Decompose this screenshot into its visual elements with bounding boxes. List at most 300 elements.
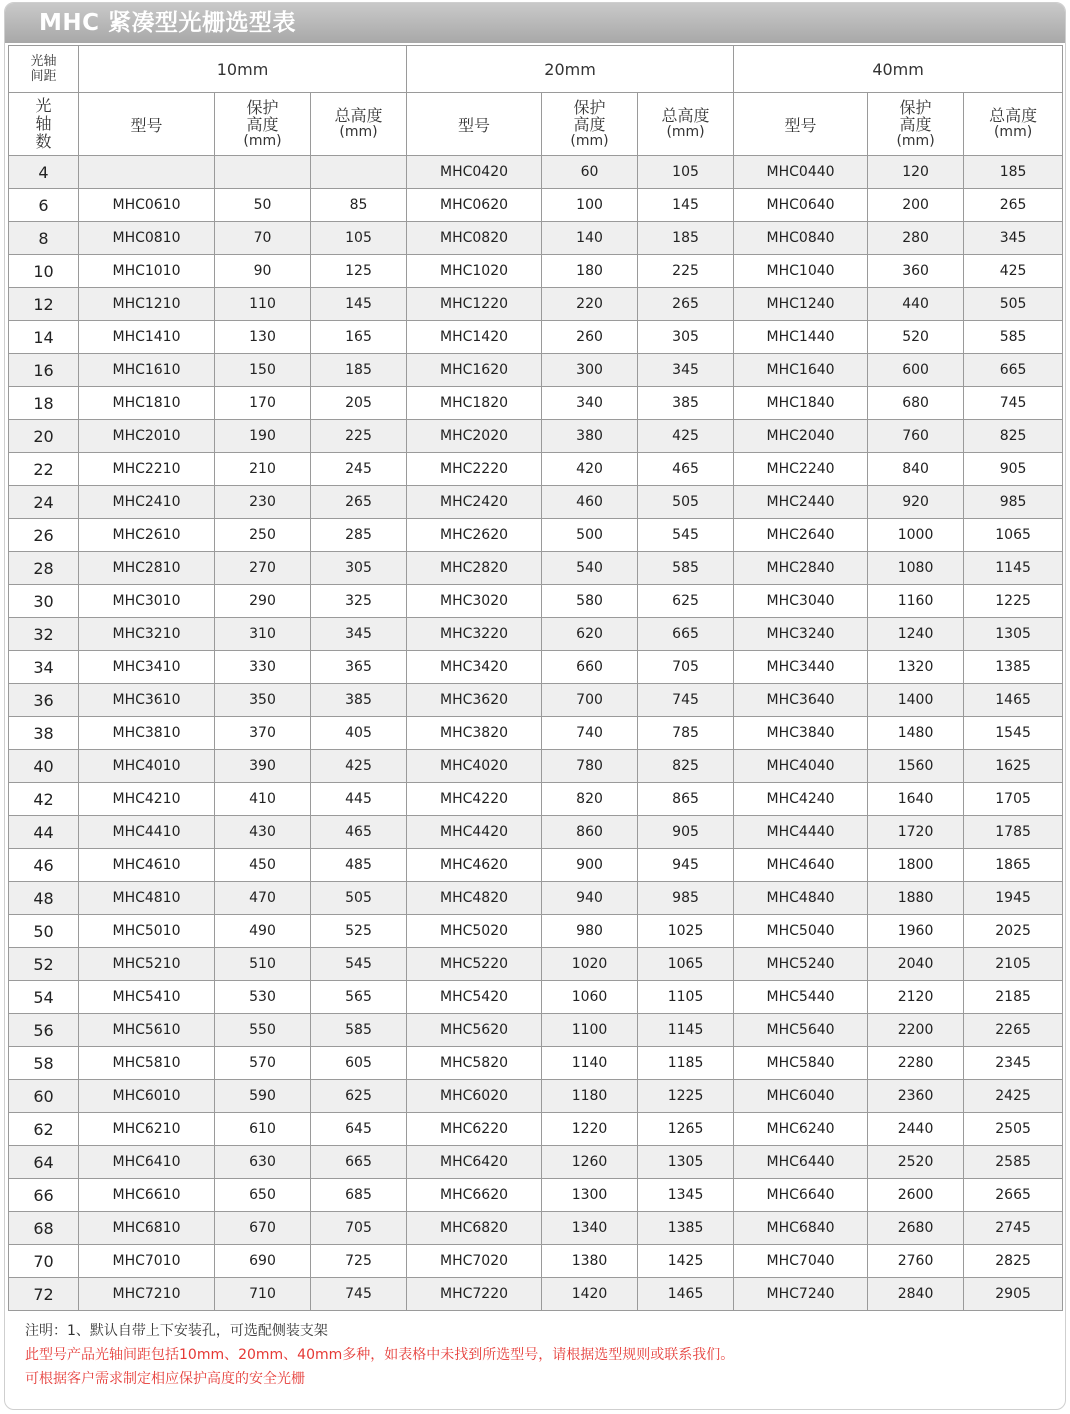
- cell-protect-height-10mm: 110: [215, 288, 311, 321]
- cell-model-40mm: MHC1440: [734, 321, 868, 354]
- cell-total-height-20mm: 705: [638, 651, 734, 684]
- cell-axis-count: 24: [9, 486, 79, 519]
- cell-total-height-40mm: 505: [964, 288, 1063, 321]
- selection-table: [8, 45, 1063, 1311]
- cell-total-height-40mm: 2025: [964, 915, 1063, 948]
- note-spacing: 此型号产品光轴间距包括10mm、20mm、40mm多种，如表格中未找到所选型号，请根据选型规则或联系我们。: [25, 1347, 735, 1363]
- cell-axis-count: 58: [9, 1047, 79, 1080]
- cell-total-height-10mm: 745: [311, 1278, 407, 1311]
- table-row: [9, 750, 1063, 783]
- cell-model-20mm: MHC1820: [407, 387, 542, 420]
- table-row: [9, 981, 1063, 1014]
- cell-axis-count: 44: [9, 816, 79, 849]
- cell-model-20mm: MHC2420: [407, 486, 542, 519]
- axis-count-label: 光 轴 数: [9, 93, 79, 156]
- table-row: [9, 288, 1063, 321]
- cell-model-10mm: MHC2210: [79, 453, 215, 486]
- cell-total-height-20mm: 905: [638, 816, 734, 849]
- cell-model-10mm: MHC4410: [79, 816, 215, 849]
- cell-protect-height-40mm: 1080: [868, 552, 964, 585]
- header-row-columns: [9, 93, 1063, 156]
- cell-protect-height-10mm: 510: [215, 948, 311, 981]
- cell-model-10mm: MHC3410: [79, 651, 215, 684]
- cell-model-10mm: MHC1610: [79, 354, 215, 387]
- cell-model-10mm: MHC6810: [79, 1212, 215, 1245]
- cell-protect-height-20mm: 620: [542, 618, 638, 651]
- cell-protect-height-40mm: 2200: [868, 1014, 964, 1047]
- cell-axis-count: 20: [9, 420, 79, 453]
- cell-total-height-40mm: 1705: [964, 783, 1063, 816]
- cell-total-height-20mm: 425: [638, 420, 734, 453]
- cell-axis-count: 54: [9, 981, 79, 1014]
- cell-total-height-40mm: 1465: [964, 684, 1063, 717]
- cell-model-20mm: MHC3620: [407, 684, 542, 717]
- cell-model-10mm: MHC3210: [79, 618, 215, 651]
- cell-model-40mm: MHC1640: [734, 354, 868, 387]
- cell-total-height-10mm: 645: [311, 1113, 407, 1146]
- cell-protect-height-20mm: 1380: [542, 1245, 638, 1278]
- table-row: [9, 552, 1063, 585]
- cell-total-height-20mm: 225: [638, 255, 734, 288]
- cell-total-height-40mm: 2505: [964, 1113, 1063, 1146]
- cell-model-20mm: MHC7020: [407, 1245, 542, 1278]
- cell-protect-height-20mm: 1220: [542, 1113, 638, 1146]
- cell-axis-count: 32: [9, 618, 79, 651]
- cell-protect-height-20mm: 220: [542, 288, 638, 321]
- table-row: [9, 1146, 1063, 1179]
- cell-total-height-10mm: 305: [311, 552, 407, 585]
- cell-protect-height-20mm: 100: [542, 189, 638, 222]
- cell-model-10mm: MHC5810: [79, 1047, 215, 1080]
- cell-model-40mm: MHC4840: [734, 882, 868, 915]
- cell-total-height-40mm: 2185: [964, 981, 1063, 1014]
- cell-protect-height-10mm: 310: [215, 618, 311, 651]
- cell-model-10mm: MHC6210: [79, 1113, 215, 1146]
- table-row: [9, 684, 1063, 717]
- cell-protect-height-20mm: 700: [542, 684, 638, 717]
- cell-total-height-10mm: 425: [311, 750, 407, 783]
- cell-total-height-10mm: 585: [311, 1014, 407, 1047]
- cell-total-height-10mm: 605: [311, 1047, 407, 1080]
- cell-total-height-10mm: 405: [311, 717, 407, 750]
- cell-axis-count: 70: [9, 1245, 79, 1278]
- cell-total-height-40mm: 2105: [964, 948, 1063, 981]
- table-row: [9, 156, 1063, 189]
- table-row: [9, 618, 1063, 651]
- cell-model-10mm: MHC3810: [79, 717, 215, 750]
- cell-model-20mm: MHC2020: [407, 420, 542, 453]
- cell-total-height-40mm: 2265: [964, 1014, 1063, 1047]
- cell-protect-height-20mm: 1100: [542, 1014, 638, 1047]
- cell-model-40mm: MHC5840: [734, 1047, 868, 1080]
- cell-axis-count: 38: [9, 717, 79, 750]
- selection-sheet: [4, 2, 1066, 1410]
- cell-model-20mm: MHC5820: [407, 1047, 542, 1080]
- cell-axis-count: 66: [9, 1179, 79, 1212]
- cell-protect-height-40mm: 1720: [868, 816, 964, 849]
- cell-total-height-20mm: 1105: [638, 981, 734, 1014]
- cell-protect-height-20mm: 1420: [542, 1278, 638, 1311]
- cell-model-40mm: MHC7040: [734, 1245, 868, 1278]
- cell-protect-height-20mm: 1180: [542, 1080, 638, 1113]
- cell-total-height-10mm: 385: [311, 684, 407, 717]
- table-row: [9, 783, 1063, 816]
- table-header: [9, 46, 1063, 156]
- cell-model-10mm: MHC7210: [79, 1278, 215, 1311]
- cell-total-height-10mm: 265: [311, 486, 407, 519]
- cell-total-height-40mm: 2905: [964, 1278, 1063, 1311]
- cell-model-20mm: MHC4620: [407, 849, 542, 882]
- cell-model-20mm: MHC6420: [407, 1146, 542, 1179]
- cell-total-height-40mm: 665: [964, 354, 1063, 387]
- cell-total-height-20mm: 265: [638, 288, 734, 321]
- cell-protect-height-10mm: 410: [215, 783, 311, 816]
- cell-axis-count: 40: [9, 750, 79, 783]
- cell-model-40mm: MHC5440: [734, 981, 868, 1014]
- table-row: [9, 486, 1063, 519]
- cell-protect-height-20mm: 180: [542, 255, 638, 288]
- cell-total-height-20mm: 465: [638, 453, 734, 486]
- total-height-header: 总高度 (mm): [964, 93, 1063, 156]
- cell-protect-height-10mm: [215, 156, 311, 189]
- cell-model-10mm: MHC3610: [79, 684, 215, 717]
- cell-protect-height-10mm: 590: [215, 1080, 311, 1113]
- cell-total-height-20mm: 305: [638, 321, 734, 354]
- cell-total-height-10mm: 705: [311, 1212, 407, 1245]
- cell-protect-height-20mm: 340: [542, 387, 638, 420]
- cell-total-height-10mm: 165: [311, 321, 407, 354]
- cell-protect-height-20mm: 300: [542, 354, 638, 387]
- cell-protect-height-40mm: 2760: [868, 1245, 964, 1278]
- cell-model-20mm: MHC6620: [407, 1179, 542, 1212]
- cell-total-height-40mm: 1305: [964, 618, 1063, 651]
- cell-total-height-40mm: 745: [964, 387, 1063, 420]
- cell-total-height-20mm: 985: [638, 882, 734, 915]
- cell-protect-height-40mm: 1880: [868, 882, 964, 915]
- cell-total-height-40mm: 1865: [964, 849, 1063, 882]
- cell-protect-height-10mm: 450: [215, 849, 311, 882]
- table-row: [9, 816, 1063, 849]
- cell-protect-height-20mm: 1060: [542, 981, 638, 1014]
- cell-total-height-40mm: 185: [964, 156, 1063, 189]
- cell-model-40mm: MHC5040: [734, 915, 868, 948]
- spacing-label: 光轴 间距: [9, 46, 79, 93]
- cell-model-20mm: MHC0820: [407, 222, 542, 255]
- cell-model-10mm: MHC5410: [79, 981, 215, 1014]
- cell-model-40mm: MHC2240: [734, 453, 868, 486]
- cell-total-height-20mm: 385: [638, 387, 734, 420]
- cell-total-height-10mm: 685: [311, 1179, 407, 1212]
- cell-total-height-20mm: 1425: [638, 1245, 734, 1278]
- cell-total-height-20mm: 1145: [638, 1014, 734, 1047]
- table-row: [9, 420, 1063, 453]
- cell-protect-height-40mm: 920: [868, 486, 964, 519]
- cell-axis-count: 12: [9, 288, 79, 321]
- cell-model-20mm: MHC5620: [407, 1014, 542, 1047]
- cell-model-10mm: MHC2610: [79, 519, 215, 552]
- cell-model-40mm: MHC1840: [734, 387, 868, 420]
- cell-total-height-20mm: 505: [638, 486, 734, 519]
- cell-protect-height-40mm: 2440: [868, 1113, 964, 1146]
- cell-total-height-40mm: 345: [964, 222, 1063, 255]
- cell-protect-height-40mm: 680: [868, 387, 964, 420]
- cell-protect-height-40mm: 1400: [868, 684, 964, 717]
- cell-protect-height-40mm: 2280: [868, 1047, 964, 1080]
- cell-total-height-10mm: 505: [311, 882, 407, 915]
- cell-model-10mm: MHC5610: [79, 1014, 215, 1047]
- group-20mm: 20mm: [407, 46, 734, 93]
- cell-total-height-20mm: 1065: [638, 948, 734, 981]
- cell-protect-height-10mm: 470: [215, 882, 311, 915]
- cell-axis-count: 28: [9, 552, 79, 585]
- cell-protect-height-10mm: 250: [215, 519, 311, 552]
- cell-total-height-10mm: 525: [311, 915, 407, 948]
- cell-total-height-40mm: 2745: [964, 1212, 1063, 1245]
- table-row: [9, 717, 1063, 750]
- cell-axis-count: 30: [9, 585, 79, 618]
- cell-protect-height-10mm: 90: [215, 255, 311, 288]
- cell-axis-count: 36: [9, 684, 79, 717]
- cell-axis-count: 62: [9, 1113, 79, 1146]
- cell-model-20mm: MHC6020: [407, 1080, 542, 1113]
- cell-protect-height-10mm: 230: [215, 486, 311, 519]
- cell-total-height-10mm: 185: [311, 354, 407, 387]
- cell-protect-height-40mm: 2680: [868, 1212, 964, 1245]
- cell-total-height-10mm: 365: [311, 651, 407, 684]
- cell-protect-height-10mm: 710: [215, 1278, 311, 1311]
- cell-axis-count: 68: [9, 1212, 79, 1245]
- table-row: [9, 1278, 1063, 1311]
- cell-total-height-40mm: 1545: [964, 717, 1063, 750]
- cell-model-20mm: MHC1420: [407, 321, 542, 354]
- cell-protect-height-20mm: 260: [542, 321, 638, 354]
- cell-protect-height-20mm: 380: [542, 420, 638, 453]
- cell-model-10mm: MHC5010: [79, 915, 215, 948]
- cell-model-40mm: MHC4640: [734, 849, 868, 882]
- cell-protect-height-20mm: 780: [542, 750, 638, 783]
- cell-axis-count: 42: [9, 783, 79, 816]
- cell-protect-height-10mm: 630: [215, 1146, 311, 1179]
- cell-total-height-10mm: 205: [311, 387, 407, 420]
- cell-axis-count: 18: [9, 387, 79, 420]
- cell-model-40mm: MHC2440: [734, 486, 868, 519]
- cell-model-20mm: MHC1220: [407, 288, 542, 321]
- cell-total-height-40mm: 265: [964, 189, 1063, 222]
- cell-model-20mm: MHC0620: [407, 189, 542, 222]
- cell-total-height-10mm: 145: [311, 288, 407, 321]
- cell-protect-height-10mm: 390: [215, 750, 311, 783]
- cell-protect-height-20mm: 540: [542, 552, 638, 585]
- cell-protect-height-10mm: 690: [215, 1245, 311, 1278]
- cell-protect-height-10mm: 370: [215, 717, 311, 750]
- cell-total-height-20mm: 1305: [638, 1146, 734, 1179]
- cell-model-10mm: MHC6610: [79, 1179, 215, 1212]
- cell-model-10mm: MHC2810: [79, 552, 215, 585]
- cell-model-40mm: MHC3640: [734, 684, 868, 717]
- table-row: [9, 519, 1063, 552]
- cell-axis-count: 8: [9, 222, 79, 255]
- cell-protect-height-40mm: 2040: [868, 948, 964, 981]
- group-40mm: 40mm: [734, 46, 1063, 93]
- table-row: [9, 849, 1063, 882]
- cell-protect-height-10mm: 570: [215, 1047, 311, 1080]
- cell-protect-height-40mm: 2520: [868, 1146, 964, 1179]
- cell-model-20mm: MHC5420: [407, 981, 542, 1014]
- cell-total-height-40mm: 1145: [964, 552, 1063, 585]
- cell-protect-height-40mm: 760: [868, 420, 964, 453]
- cell-model-10mm: MHC6010: [79, 1080, 215, 1113]
- cell-model-20mm: MHC4820: [407, 882, 542, 915]
- cell-protect-height-10mm: 430: [215, 816, 311, 849]
- cell-total-height-10mm: 285: [311, 519, 407, 552]
- table-row: [9, 1014, 1063, 1047]
- cell-total-height-20mm: 785: [638, 717, 734, 750]
- cell-protect-height-20mm: 1300: [542, 1179, 638, 1212]
- cell-protect-height-40mm: 120: [868, 156, 964, 189]
- cell-protect-height-40mm: 520: [868, 321, 964, 354]
- cell-protect-height-40mm: 840: [868, 453, 964, 486]
- cell-axis-count: 22: [9, 453, 79, 486]
- cell-total-height-10mm: 485: [311, 849, 407, 882]
- cell-axis-count: 34: [9, 651, 79, 684]
- cell-protect-height-10mm: 150: [215, 354, 311, 387]
- cell-total-height-20mm: 145: [638, 189, 734, 222]
- cell-axis-count: 60: [9, 1080, 79, 1113]
- cell-protect-height-20mm: 660: [542, 651, 638, 684]
- cell-model-20mm: MHC3220: [407, 618, 542, 651]
- cell-protect-height-40mm: 2600: [868, 1179, 964, 1212]
- cell-total-height-20mm: 865: [638, 783, 734, 816]
- cell-total-height-20mm: 545: [638, 519, 734, 552]
- cell-axis-count: 46: [9, 849, 79, 882]
- protect-height-header: 保护 高度 (mm): [542, 93, 638, 156]
- cell-protect-height-20mm: 860: [542, 816, 638, 849]
- cell-axis-count: 64: [9, 1146, 79, 1179]
- cell-protect-height-10mm: 50: [215, 189, 311, 222]
- cell-total-height-40mm: 825: [964, 420, 1063, 453]
- table-row: [9, 915, 1063, 948]
- cell-total-height-20mm: 105: [638, 156, 734, 189]
- cell-model-40mm: MHC2040: [734, 420, 868, 453]
- cell-protect-height-40mm: 1480: [868, 717, 964, 750]
- cell-total-height-20mm: 1385: [638, 1212, 734, 1245]
- cell-protect-height-10mm: 290: [215, 585, 311, 618]
- cell-total-height-40mm: 2585: [964, 1146, 1063, 1179]
- cell-axis-count: 48: [9, 882, 79, 915]
- cell-total-height-10mm: 345: [311, 618, 407, 651]
- cell-protect-height-10mm: 490: [215, 915, 311, 948]
- cell-total-height-10mm: 545: [311, 948, 407, 981]
- cell-model-40mm: MHC3040: [734, 585, 868, 618]
- table-row: [9, 948, 1063, 981]
- cell-model-40mm: MHC1040: [734, 255, 868, 288]
- cell-model-40mm: MHC4240: [734, 783, 868, 816]
- cell-model-10mm: [79, 156, 215, 189]
- cell-model-40mm: MHC6840: [734, 1212, 868, 1245]
- cell-model-20mm: MHC2220: [407, 453, 542, 486]
- cell-protect-height-40mm: 1640: [868, 783, 964, 816]
- cell-model-10mm: MHC1210: [79, 288, 215, 321]
- cell-total-height-20mm: 1345: [638, 1179, 734, 1212]
- cell-total-height-10mm: 105: [311, 222, 407, 255]
- table-row: [9, 1245, 1063, 1278]
- cell-axis-count: 4: [9, 156, 79, 189]
- cell-model-40mm: MHC3840: [734, 717, 868, 750]
- cell-total-height-40mm: 1945: [964, 882, 1063, 915]
- total-height-header: 总高度 (mm): [311, 93, 407, 156]
- cell-protect-height-10mm: 70: [215, 222, 311, 255]
- cell-model-40mm: MHC2640: [734, 519, 868, 552]
- cell-model-20mm: MHC5220: [407, 948, 542, 981]
- cell-total-height-10mm: 225: [311, 420, 407, 453]
- cell-model-40mm: MHC2840: [734, 552, 868, 585]
- cell-protect-height-40mm: 360: [868, 255, 964, 288]
- cell-protect-height-20mm: 580: [542, 585, 638, 618]
- cell-total-height-40mm: 1785: [964, 816, 1063, 849]
- cell-protect-height-40mm: 2360: [868, 1080, 964, 1113]
- cell-model-40mm: MHC6640: [734, 1179, 868, 1212]
- cell-total-height-10mm: 565: [311, 981, 407, 1014]
- cell-model-40mm: MHC4440: [734, 816, 868, 849]
- cell-total-height-40mm: 1065: [964, 519, 1063, 552]
- cell-total-height-40mm: 2825: [964, 1245, 1063, 1278]
- cell-total-height-10mm: 665: [311, 1146, 407, 1179]
- cell-axis-count: 26: [9, 519, 79, 552]
- cell-model-10mm: MHC4610: [79, 849, 215, 882]
- cell-protect-height-10mm: 330: [215, 651, 311, 684]
- cell-protect-height-40mm: 600: [868, 354, 964, 387]
- cell-protect-height-40mm: 2120: [868, 981, 964, 1014]
- cell-protect-height-20mm: 500: [542, 519, 638, 552]
- cell-total-height-20mm: 185: [638, 222, 734, 255]
- cell-protect-height-40mm: 200: [868, 189, 964, 222]
- cell-protect-height-20mm: 900: [542, 849, 638, 882]
- cell-total-height-10mm: 445: [311, 783, 407, 816]
- cell-protect-height-10mm: 210: [215, 453, 311, 486]
- cell-total-height-40mm: 585: [964, 321, 1063, 354]
- cell-model-20mm: MHC2820: [407, 552, 542, 585]
- table-row: [9, 1080, 1063, 1113]
- cell-total-height-20mm: 945: [638, 849, 734, 882]
- cell-axis-count: 52: [9, 948, 79, 981]
- cell-model-10mm: MHC4010: [79, 750, 215, 783]
- cell-axis-count: 10: [9, 255, 79, 288]
- cell-model-40mm: MHC6040: [734, 1080, 868, 1113]
- cell-protect-height-20mm: 1020: [542, 948, 638, 981]
- table-row: [9, 1179, 1063, 1212]
- cell-total-height-10mm: 325: [311, 585, 407, 618]
- cell-protect-height-20mm: 1140: [542, 1047, 638, 1080]
- cell-model-10mm: MHC3010: [79, 585, 215, 618]
- cell-model-10mm: MHC0610: [79, 189, 215, 222]
- table-row: [9, 255, 1063, 288]
- table-row: [9, 387, 1063, 420]
- cell-protect-height-20mm: 740: [542, 717, 638, 750]
- notes: [25, 1319, 734, 1391]
- cell-model-40mm: MHC0440: [734, 156, 868, 189]
- note-mounting: 注明：1、默认自带上下安装孔，可选配侧装支架: [25, 1323, 328, 1339]
- cell-total-height-10mm: 125: [311, 255, 407, 288]
- cell-protect-height-40mm: 440: [868, 288, 964, 321]
- cell-protect-height-20mm: 420: [542, 453, 638, 486]
- cell-total-height-40mm: 905: [964, 453, 1063, 486]
- cell-protect-height-20mm: 60: [542, 156, 638, 189]
- note-custom: 可根据客户需求制定相应保护高度的安全光栅: [25, 1371, 305, 1387]
- cell-model-10mm: MHC2410: [79, 486, 215, 519]
- cell-model-20mm: MHC3820: [407, 717, 542, 750]
- cell-total-height-10mm: 85: [311, 189, 407, 222]
- total-height-header: 总高度 (mm): [638, 93, 734, 156]
